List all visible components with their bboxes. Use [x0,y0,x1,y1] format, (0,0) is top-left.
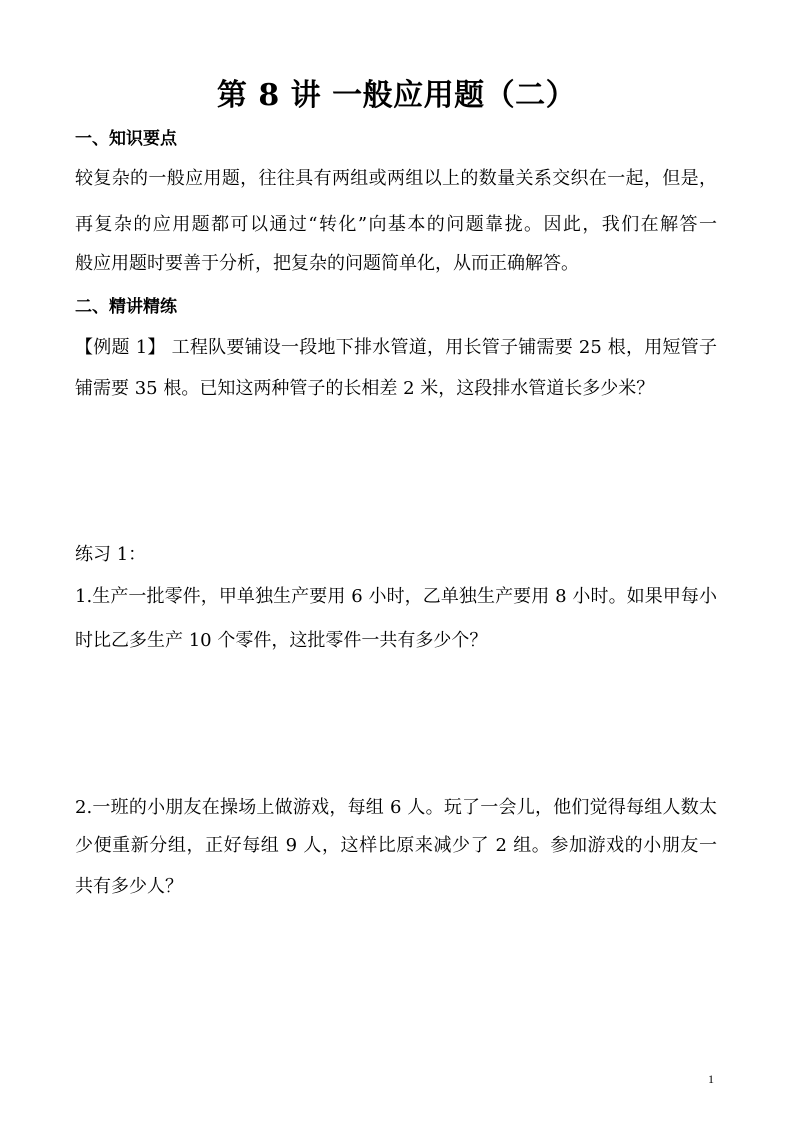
page-title: 第 8 讲 一般应用题（二） [216,78,577,113]
practice-1-label: 练习 1： [75,544,147,565]
section-heading-practice: 二、精讲精练 [75,297,177,317]
knowledge-line-1: 较复杂的一般应用题，往往具有两组或两组以上的数量关系交织在一起，但是， [75,168,717,189]
practice-1-question-1-line-2: 时比乙多生产 10 个零件，这批零件一共有多少个？ [75,630,488,651]
example-1-line-2: 铺需要 35 根。已知这两种管子的长相差 2 米，这段排水管道长多少米？ [75,378,655,399]
knowledge-line-3: 般应用题时要善于分析，把复杂的问题简单化，从而正确解答。 [75,253,579,274]
section-heading-knowledge: 一、知识要点 [75,129,177,149]
practice-1-question-2-line-3: 共有多少人？ [75,876,183,897]
page-number: 1 [708,1072,714,1086]
knowledge-line-2: 再复杂的应用题都可以通过“转化”向基本的问题靠拢。因此，我们在解答一 [75,214,717,235]
practice-1-question-2-line-2: 少便重新分组，正好每组 9 人，这样比原来减少了 2 组。参加游戏的小朋友一 [75,835,717,856]
example-1-line-1: 【例题 1】 工程队要铺设一段地下排水管道，用长管子铺需要 25 根，用短管子 [75,337,717,358]
practice-1-question-1-line-1: 1.生产一批零件，甲单独生产要用 6 小时，乙单独生产要用 8 小时。如果甲每小 [75,586,717,607]
practice-1-question-2-line-1: 2.一班的小朋友在操场上做游戏，每组 6 人。玩了一会儿，他们觉得每组人数太 [75,797,717,818]
